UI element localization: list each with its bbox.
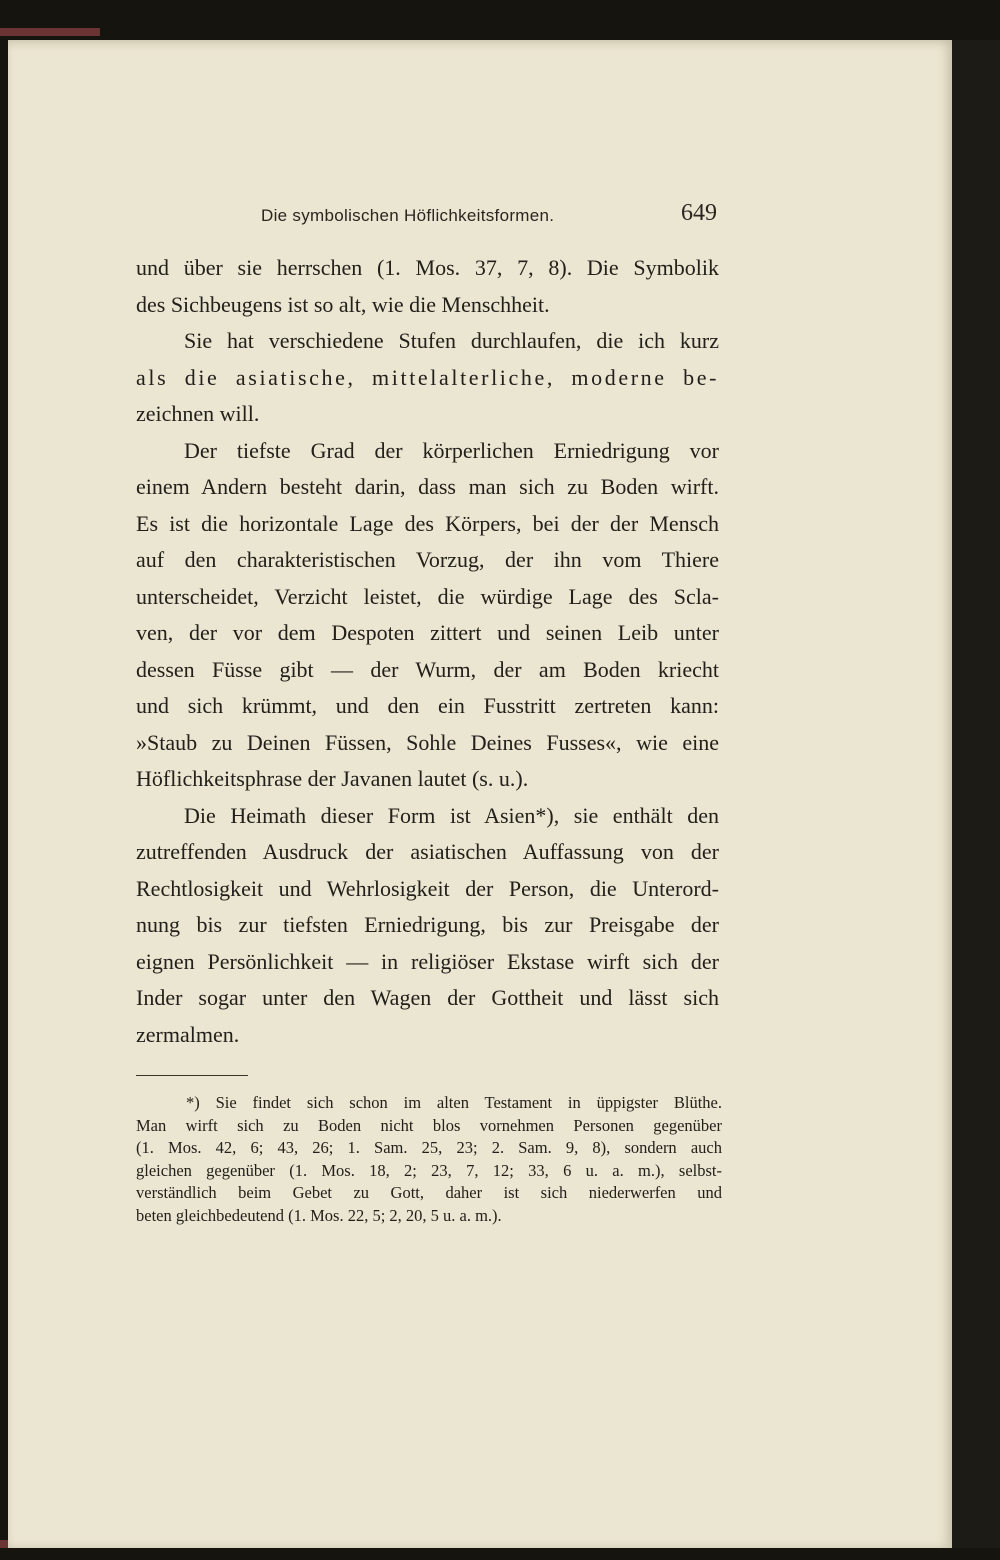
- text-line: Inder sogar unter den Wagen der Gottheit und lässt sich: [136, 985, 719, 1010]
- text-line: als die asiatische, mittelalterliche, moderne be-: [136, 364, 719, 390]
- text-line: ven, der vor dem Despoten zittert und seinen Leib unter: [136, 620, 719, 645]
- text-line: Der tiefste Grad der körperlichen Erniedrigung vor: [184, 437, 719, 463]
- footnote-line: verständlich beim Gebet zu Gott, daher ist sich niederwerfen und: [136, 1183, 722, 1202]
- text-line: einem Andern besteht darin, dass man sich zu Boden wirft.: [136, 474, 719, 499]
- text-line: »Staub zu Deinen Füssen, Sohle Deines Fusses«, wie eine: [136, 729, 719, 755]
- footnote: [136, 1092, 722, 1227]
- edge-mark-top: [0, 28, 100, 36]
- page-edge-shadow: [952, 40, 1000, 1548]
- page-number: 649: [681, 200, 717, 226]
- text-line: Rechtlosigkeit und Wehrlosigkeit der Person, die Unterord-: [136, 875, 719, 901]
- text-line: und über sie herrschen (1. Mos. 37, 7, 8). Die Symbolik: [136, 255, 719, 280]
- text-line: dessen Füsse gibt — der Wurm, der am Boden kriecht: [136, 656, 719, 682]
- text-line: nung bis zur tiefsten Erniedrigung, bis zur Preisgabe der: [136, 912, 719, 937]
- footnote-line: *) Sie findet sich schon im alten Testament in üppigster Blüthe.: [186, 1093, 722, 1112]
- running-title: Die symbolischen Höflichkeitsformen.: [261, 206, 555, 225]
- footnote-line: (1. Mos. 42, 6; 43, 26; 1. Sam. 25, 23; 2. Sam. 9, 8), sondern auch: [136, 1138, 722, 1157]
- footnote-line: beten gleichbedeutend (1. Mos. 22, 5; 2, 20, 5 u. a. m.).: [136, 1205, 502, 1225]
- body-text: [136, 250, 719, 1053]
- text-line: und sich krümmt, und den ein Fusstritt zertreten kann:: [136, 693, 719, 718]
- page-header: [255, 200, 717, 240]
- text-line: unterscheidet, Verzicht leistet, die würdige Lage des Scla-: [136, 583, 719, 609]
- text-line: Es ist die horizontale Lage des Körpers, bei der der Mensch: [136, 510, 719, 536]
- footnote-line: gleichen gegenüber (1. Mos. 18, 2; 23, 7, 12; 33, 6 u. a. m.), selbst-: [136, 1160, 722, 1180]
- text-line: eignen Persönlichkeit — in religiöser Ekstase wirft sich der: [136, 948, 719, 974]
- text-line: zutreffenden Ausdruck der asiatischen Auffassung von der: [136, 839, 719, 864]
- footnote-line: Man wirft sich zu Boden nicht blos vornehmen Personen gegenüber: [136, 1115, 722, 1135]
- text-line: Sie hat verschiedene Stufen durchlaufen, die ich kurz: [184, 328, 719, 353]
- text-line: auf den charakteristischen Vorzug, der ihn vom Thiere: [136, 547, 719, 572]
- text-line: des Sichbeugens ist so alt, wie die Menschheit.: [136, 291, 550, 317]
- footnote-rule: [136, 1075, 248, 1076]
- text-line: zermalmen.: [136, 1021, 240, 1047]
- text-line: zeichnen will.: [136, 401, 260, 426]
- text-line: Höflichkeitsphrase der Javanen lautet (s. u.).: [136, 766, 529, 791]
- text-line: Die Heimath dieser Form ist Asien*), sie enthält den: [184, 802, 719, 828]
